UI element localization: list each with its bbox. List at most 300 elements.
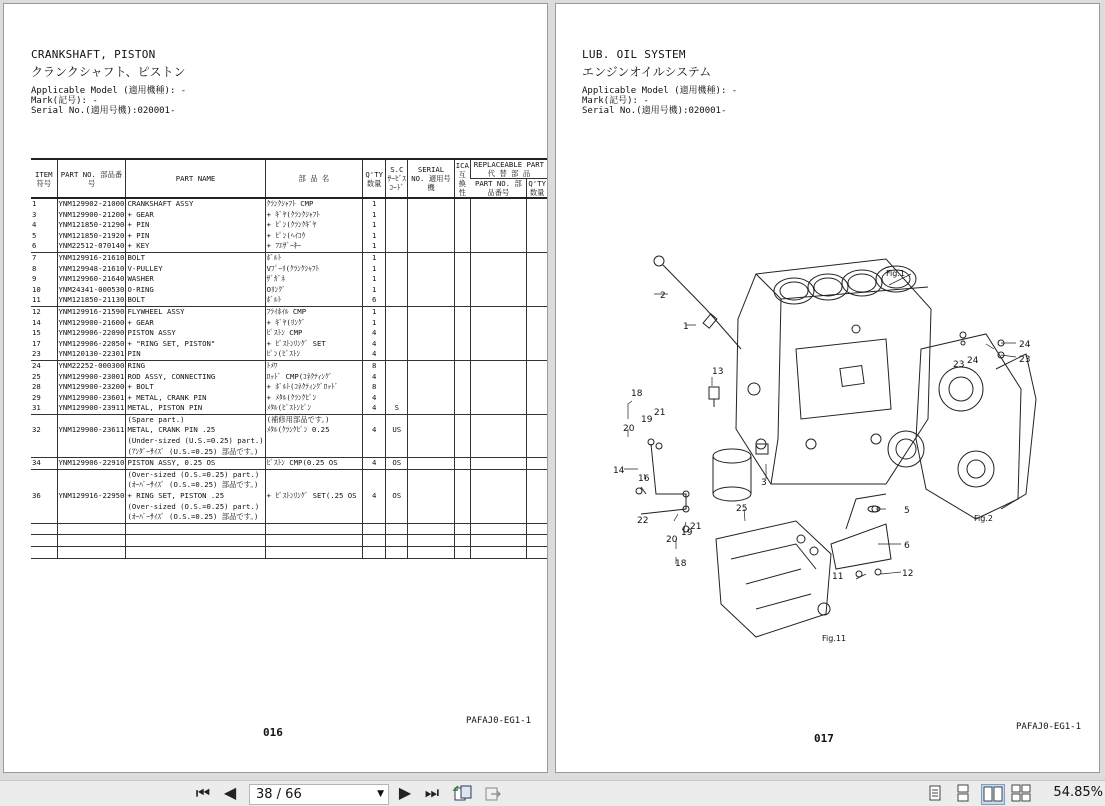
cell-sc (386, 210, 408, 221)
blank-cell (527, 535, 547, 547)
blank-cell (408, 523, 454, 535)
cell-partno (57, 469, 126, 480)
cell-qty: 1 (363, 264, 386, 275)
cell-rpart (470, 502, 527, 513)
cell-rqty (527, 372, 547, 383)
fig2-label: Fig.2 (974, 514, 993, 523)
table-row (31, 285, 547, 296)
table-row (31, 512, 547, 523)
cell-rqty (527, 264, 547, 275)
cell-item (31, 469, 57, 480)
left-title-en: CRANKSHAFT, PISTON (31, 48, 156, 61)
cell-name: (Over-sized (O.S.=0.25) part.) (126, 502, 265, 513)
cell-item: 14 (32, 317, 41, 327)
cell-rpart (470, 306, 527, 317)
cell-sc (386, 349, 408, 360)
page-selector[interactable] (249, 784, 389, 805)
cell-qty: 4 (363, 491, 386, 502)
cell-serial (408, 458, 454, 470)
cell-ica (454, 491, 470, 502)
cell-partno: YNM129900-21600 (58, 317, 125, 327)
cell-sc (386, 414, 408, 425)
meta-serial: Serial No.(適用号機):020001- (31, 106, 176, 116)
cell-name: + KEY (126, 241, 265, 252)
cell-sc (386, 328, 408, 339)
first-page-icon[interactable]: ⏮ (195, 783, 211, 802)
cell-ica (454, 360, 470, 371)
cell-serial (408, 480, 454, 491)
cell-sc (386, 360, 408, 371)
cell-rpart (470, 339, 527, 350)
right-title-en: LUB. OIL SYSTEM (582, 48, 686, 61)
cell-name: (ｵｰﾊﾞｰｻｲｽﾞ (O.S.=0.25) 部品です。) (126, 512, 265, 523)
cell-serial (408, 306, 454, 317)
right-page (555, 3, 1100, 773)
cell-name: + "RING SET, PISTON" (126, 339, 265, 350)
cell-sc (386, 220, 408, 231)
cell-jp (265, 502, 363, 513)
cell-ica (454, 458, 470, 470)
cell-partno: YNM120130-22301 (57, 349, 126, 360)
svg-text:18: 18 (631, 389, 643, 399)
oil-filter (713, 444, 768, 501)
callout-labels (613, 291, 1031, 582)
cell-partno (57, 512, 126, 523)
blank-cell (408, 547, 454, 559)
table-row (31, 241, 547, 252)
cell-partno: YNM22252-000300 (58, 360, 125, 370)
blank-row (31, 547, 547, 559)
cell-name: METAL, CRANK PIN .25 (126, 425, 265, 436)
cell-jp (265, 512, 363, 523)
cell-ica (454, 285, 470, 296)
cell-rqty (527, 360, 547, 371)
cell-name: BOLT (126, 295, 265, 306)
cell-sc (386, 469, 408, 480)
cell-serial (408, 231, 454, 242)
blank-cell (363, 535, 386, 547)
cell-rpart (470, 349, 527, 360)
cell-jp: ｸﾗﾝｸｼｬﾌﾄ CMP (265, 198, 363, 210)
injection-pump (716, 521, 831, 637)
cell-partno: YNM121850-21920 (58, 230, 125, 240)
cell-name: (ｵｰﾊﾞｰｻｲｽﾞ (O.S.=0.25) 部品です。) (126, 480, 265, 491)
cell-rqty (527, 198, 547, 210)
svg-text:5: 5 (904, 506, 910, 516)
cell-qty: 1 (363, 241, 386, 252)
lub-oil-diagram (556, 239, 1099, 659)
cell-partno: YNM24341-000530 (58, 284, 125, 294)
blank-cell (57, 547, 126, 559)
cell-item: 34 (31, 458, 57, 470)
svg-text:11: 11 (832, 572, 844, 582)
cell-qty: 1 (363, 252, 386, 263)
zoom-level[interactable]: 54.85% (1053, 785, 1103, 800)
cell-partno (57, 436, 126, 447)
cell-ica (454, 220, 470, 231)
cell-item: 7 (31, 252, 57, 263)
cell-partno (57, 502, 126, 513)
two-page-continuous-icon[interactable] (1010, 784, 1032, 803)
cell-rpart (470, 198, 527, 210)
cell-item: 24 (31, 360, 57, 371)
cell-rqty (527, 414, 547, 425)
right-meta (582, 86, 737, 116)
cell-rpart (470, 393, 527, 404)
cell-name: (Over-sized (O.S.=0.25) part.) (126, 469, 265, 480)
cell-name: PIN (126, 349, 265, 360)
table-row (31, 502, 547, 513)
cell-jp: + ｷﾞﾔ(ｸﾗﾝｸｼｬﾌﾄ (265, 210, 363, 221)
cell-jp: ﾋﾟｽﾄﾝ CMP(0.25 OS (265, 458, 363, 470)
cell-qty: 4 (363, 403, 386, 414)
dropdown-caret-icon[interactable]: ▼ (377, 789, 384, 799)
cell-qty (363, 480, 386, 491)
cell-jp: Vﾌﾟｰﾘ(ｸﾗﾝｸｼｬﾌﾄ (265, 264, 363, 275)
cell-name: (Under-sized (U.S.=0.25) part.) (127, 436, 264, 446)
header-qty: Q'TY 数量 (363, 159, 386, 198)
cell-partno: YNM129916-21590 (58, 306, 125, 316)
single-page-view-icon[interactable] (924, 784, 946, 803)
blank-cell (408, 535, 454, 547)
cell-rpart (470, 458, 527, 470)
cell-partno: YNM129906-22090 (58, 328, 125, 338)
cell-partno: YNM129900-23200 (58, 382, 125, 392)
cell-rqty (527, 502, 547, 513)
cell-rqty (527, 349, 547, 360)
next-page-icon[interactable]: ▶ (398, 783, 412, 802)
cell-jp: + ﾋﾟｽﾄﾝﾘﾝｸﾞ SET (265, 339, 363, 350)
cell-rqty (527, 393, 547, 404)
cell-name: + GEAR (126, 318, 265, 329)
cell-rpart (470, 447, 527, 458)
cell-name: (ｱﾝﾀﾞｰｻｲｽﾞ (U.S.=0.25) 部品です。) (126, 447, 265, 458)
cell-rqty (527, 252, 547, 263)
svg-text:20: 20 (666, 535, 678, 545)
cell-sc (386, 198, 408, 210)
cell-item: 3 (32, 209, 37, 219)
cell-jp: ﾛｯﾄﾞ CMP(ｺﾈｸﾃｨﾝｸﾞ (265, 372, 363, 383)
cell-ica (454, 393, 470, 404)
blank-cell (265, 547, 363, 559)
cell-serial (408, 372, 454, 383)
meta-model: Applicable Model (適用機種): - (582, 86, 738, 96)
table-row (31, 458, 547, 470)
cell-serial (408, 447, 454, 458)
cell-item (31, 447, 57, 458)
cell-rpart (470, 360, 527, 371)
cell-qty (363, 502, 386, 513)
cell-jp: ﾋﾟﾝ(ﾋﾟｽﾄﾝ (265, 349, 363, 360)
cell-rqty (527, 220, 547, 231)
cell-item (31, 480, 57, 491)
two-page-view-icon[interactable] (981, 784, 1005, 805)
cell-qty: 4 (363, 458, 386, 470)
header-ica: ICA 互換性 (455, 160, 469, 197)
cell-ica (454, 403, 470, 414)
cell-partno: YNM129902-21000 (58, 199, 125, 208)
svg-text:13: 13 (712, 367, 724, 377)
blank-cell (31, 535, 57, 547)
cell-jp: ﾋﾟｽﾄﾝ CMP (265, 328, 363, 339)
cell-serial (408, 403, 454, 414)
cell-item: 10 (32, 284, 41, 294)
blank-cell (265, 523, 363, 535)
header-part-name: PART NAME (126, 159, 265, 198)
cell-name: + PIN (126, 220, 265, 231)
cell-sc (386, 502, 408, 513)
cell-serial (408, 274, 454, 285)
left-page (3, 3, 548, 773)
svg-text:6: 6 (904, 541, 910, 551)
svg-text:12: 12 (902, 569, 914, 579)
table-row (31, 220, 547, 231)
cell-ica (454, 210, 470, 221)
table-row (31, 318, 547, 329)
cell-serial (408, 360, 454, 371)
cell-ica (454, 241, 470, 252)
cell-item: 4 (32, 220, 37, 230)
cell-jp: ﾌﾗｲﾎｲﾙ CMP (265, 306, 363, 317)
cell-ica (454, 264, 470, 275)
cell-item: 12 (31, 306, 57, 317)
cell-jp: ﾒﾀﾙ(ﾋﾟｽﾄﾝﾋﾟﾝ (265, 403, 363, 414)
last-page-icon[interactable]: ⏭ (424, 783, 440, 802)
cell-item: 17 (32, 338, 41, 348)
cell-item: 25 (32, 371, 41, 381)
cell-rpart (470, 372, 527, 383)
table-row (31, 382, 547, 393)
cell-serial (408, 349, 454, 360)
blank-row (31, 523, 547, 535)
cell-rpart (470, 231, 527, 242)
cell-serial (408, 285, 454, 296)
cell-rqty (527, 231, 547, 242)
cell-rpart (470, 491, 527, 502)
blank-cell (265, 535, 363, 547)
cell-qty: 6 (363, 295, 386, 306)
cell-qty: 1 (363, 210, 386, 221)
cell-rqty (527, 274, 547, 285)
cell-rqty (527, 436, 547, 447)
header-r-qty: Q'TY 数量 (528, 179, 546, 197)
table-row (31, 198, 547, 210)
cell-item (31, 414, 57, 425)
cell-rpart (470, 285, 527, 296)
cell-name: + BOLT (126, 382, 265, 393)
cell-rqty (527, 512, 547, 523)
cell-qty: 1 (363, 285, 386, 296)
cell-rqty (527, 318, 547, 329)
cell-partno: YNM129906-22910 (57, 458, 126, 470)
cell-partno (57, 480, 126, 491)
blank-cell (527, 523, 547, 535)
cell-sc (386, 393, 408, 404)
cell-serial (408, 393, 454, 404)
cell-ica (454, 425, 470, 436)
cell-jp: + ﾒﾀﾙ(ｸﾗﾝｸﾋﾟﾝ (265, 393, 363, 404)
cell-partno (57, 447, 126, 458)
cell-sc (386, 339, 408, 350)
cell-name: + METAL, CRANK PIN (126, 393, 265, 404)
cell-sc: OS (386, 491, 408, 502)
blank-cell (31, 523, 57, 535)
cell-sc (386, 274, 408, 285)
table-row (31, 210, 547, 221)
blank-cell (470, 547, 527, 559)
table-row (31, 252, 547, 263)
cell-name: RING (126, 360, 265, 371)
rotate-icon[interactable] (452, 784, 474, 802)
cell-rpart (470, 328, 527, 339)
blank-cell (386, 535, 408, 547)
cell-rqty (527, 458, 547, 470)
cell-rqty (527, 339, 547, 350)
cell-ica (454, 382, 470, 393)
cell-qty: 1 (363, 306, 386, 317)
cell-sc (386, 447, 408, 458)
cell-ica (454, 339, 470, 350)
engine-block (736, 259, 931, 484)
meta-serial: Serial No.(適用号機):020001- (582, 106, 727, 116)
cell-serial (408, 425, 454, 436)
cell-partno: YNM129900-23001 (58, 371, 125, 381)
cell-ica (454, 372, 470, 383)
cell-sc (386, 382, 408, 393)
cell-qty (363, 414, 386, 425)
left-title-jp: クランクシャフト、ピストン (31, 65, 186, 79)
svg-text:23: 23 (953, 360, 965, 370)
blank-cell (454, 547, 470, 559)
cell-rqty (527, 480, 547, 491)
oil-pressure-switch (709, 387, 719, 407)
export-icon[interactable] (482, 784, 504, 802)
cell-rpart (470, 241, 527, 252)
table-row (31, 469, 547, 480)
cell-ica (454, 318, 470, 329)
parts-table (31, 158, 547, 559)
oil-strainer (831, 494, 891, 577)
table-row (31, 393, 547, 404)
cell-serial (408, 436, 454, 447)
cell-item: 5 (32, 230, 37, 240)
cell-jp: + ﾎﾞﾙﾄ(ｺﾈｸﾃｨﾝｸﾞﾛｯﾄﾞ (265, 382, 363, 393)
cell-rpart (470, 252, 527, 263)
cell-item: 29 (32, 392, 41, 402)
table-row (31, 436, 547, 447)
continuous-view-icon[interactable] (952, 784, 974, 803)
cell-qty (363, 469, 386, 480)
cell-ica (454, 469, 470, 480)
cell-jp: (補修用部品です。) (265, 414, 363, 425)
cell-partno: YNM121850-21130 (57, 295, 126, 306)
svg-text:19: 19 (641, 415, 653, 425)
cell-qty (363, 436, 386, 447)
svg-text:20: 20 (623, 424, 635, 434)
cell-item: 11 (32, 295, 41, 305)
blank-cell (126, 523, 265, 535)
page-indicator: 38 / 66 (256, 787, 302, 802)
cell-sc (386, 295, 408, 306)
cell-sc (386, 372, 408, 383)
dipstick (654, 256, 741, 349)
blank-cell (470, 535, 527, 547)
blank-cell (126, 547, 265, 559)
prev-page-icon[interactable]: ◀ (223, 783, 237, 802)
cell-ica (454, 274, 470, 285)
table-row (31, 414, 547, 425)
header-sc: S.C ｻｰﾋﾞｽ ｺｰﾄﾞ (386, 159, 408, 198)
blank-cell (527, 547, 547, 559)
blank-cell (57, 535, 126, 547)
cell-name: PISTON ASSY (126, 328, 265, 339)
right-title-jp: エンジンオイルシステム (582, 65, 712, 79)
cell-jp: + ﾌｴｻﾞｰｷｰ (265, 241, 363, 252)
header-replaceable: REPLACEABLE PART 代 替 部 品 (470, 159, 547, 179)
cell-serial (408, 198, 454, 210)
cell-item: 23 (32, 349, 41, 359)
cell-item (31, 502, 57, 513)
cell-rqty (527, 403, 547, 414)
meta-mark: Mark(記号): - (582, 96, 649, 106)
header-part-no: PART NO. 部品番号 (57, 159, 126, 198)
left-page-number: 016 (263, 726, 283, 739)
cell-item: 36 (32, 491, 41, 501)
cell-qty: 1 (363, 198, 386, 210)
fig11-label: Fig.11 (822, 634, 847, 643)
cell-sc (386, 241, 408, 252)
cell-rqty (527, 285, 547, 296)
cell-rqty (527, 210, 547, 221)
cell-name: ROD ASSY, CONNECTING (126, 372, 265, 383)
cell-rqty (527, 241, 547, 252)
cell-name: METAL, PISTON PIN (126, 403, 265, 414)
cell-jp (265, 480, 363, 491)
table-row (31, 349, 547, 360)
header-r-partno: PART NO. 部品番号 (470, 179, 527, 199)
cell-serial (408, 295, 454, 306)
viewer-toolbar (0, 780, 1105, 806)
cell-rqty (527, 469, 547, 480)
cell-sc: OS (386, 458, 408, 470)
cell-item (31, 512, 57, 523)
cell-item: 6 (32, 241, 37, 251)
svg-text:19: 19 (681, 528, 693, 538)
cell-name: FLYWHEEL ASSY (126, 306, 265, 317)
cell-serial (408, 339, 454, 350)
svg-text:21: 21 (654, 408, 666, 418)
cell-sc (386, 512, 408, 523)
cell-sc (386, 252, 408, 263)
cell-rpart (470, 414, 527, 425)
cell-rqty (527, 382, 547, 393)
cell-sc: US (386, 425, 408, 436)
cell-item: 8 (32, 263, 37, 273)
fig1-label: Fig.1 (886, 269, 905, 278)
left-meta (31, 86, 186, 116)
blank-row (31, 535, 547, 547)
cell-item: 32 (32, 425, 41, 435)
cell-qty: 4 (363, 328, 386, 339)
cell-jp: ﾎﾞﾙﾄ (265, 252, 363, 263)
cell-serial (408, 220, 454, 231)
cell-partno: YNM129960-21640 (58, 274, 125, 284)
cell-ica (454, 480, 470, 491)
cell-jp: + ﾋﾟﾝ(ﾍｲｺｳ (265, 231, 363, 242)
cell-qty: 1 (363, 274, 386, 285)
cell-serial (408, 264, 454, 275)
cell-name: WASHER (126, 274, 265, 285)
